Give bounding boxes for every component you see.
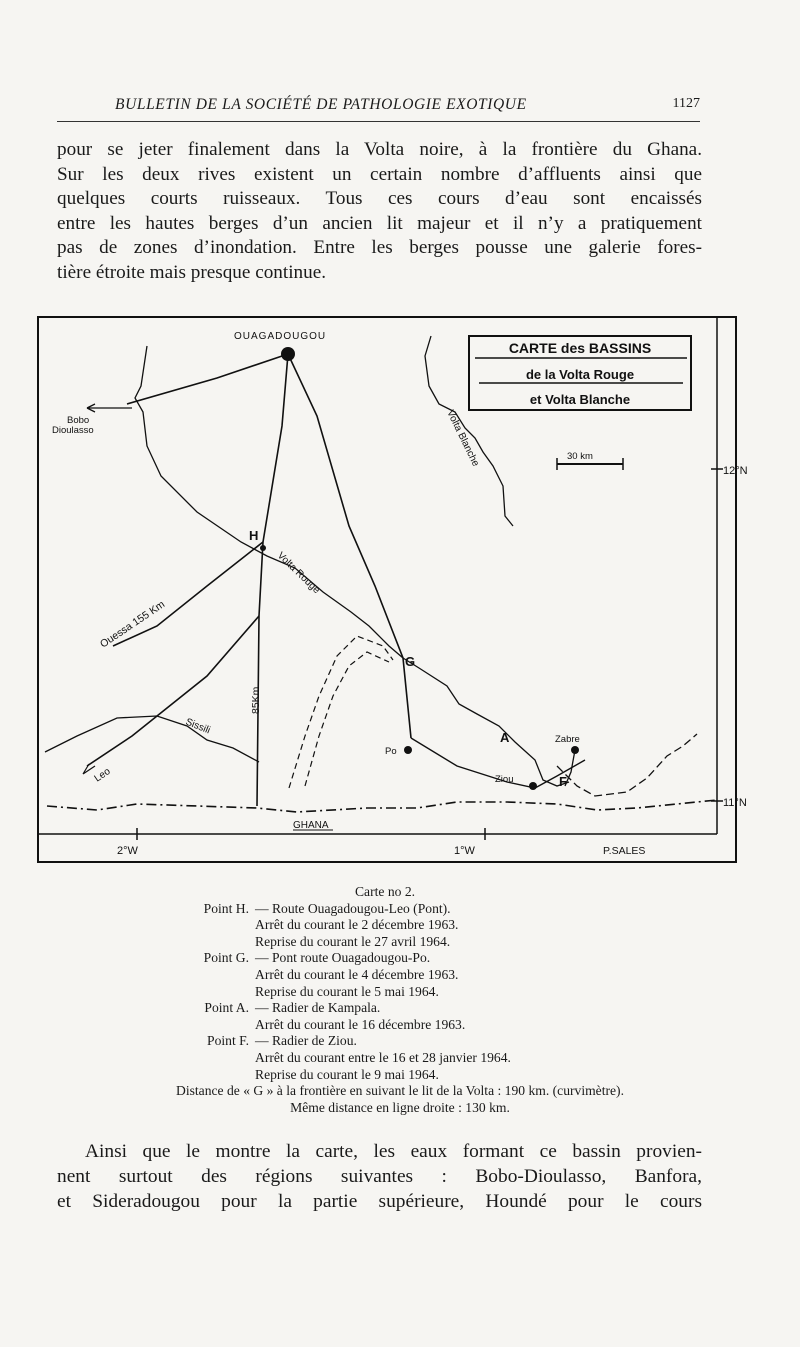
text-line: pas de zones d’inondation. Entre les berges pousse une galerie fores- — [57, 237, 702, 259]
dashed-tributary — [305, 652, 389, 786]
road-label-ouessa: Ouessa 155 Km — [97, 598, 168, 651]
entry-line: — Radier de Ziou. — [255, 1033, 357, 1049]
lat11-label: 11°N — [723, 797, 747, 809]
map-title-line1: CARTE des BASSINS — [508, 340, 652, 356]
map-figure — [37, 316, 748, 864]
entry-line: — Radier de Kampala. — [255, 1000, 381, 1016]
running-header — [115, 96, 700, 120]
road-label-leo: Leo — [92, 766, 113, 785]
entry-line: — Pont route Ouagadougou-Po. — [255, 950, 431, 966]
ghana-border — [47, 800, 717, 812]
caption-entry — [40, 1033, 760, 1083]
road-label-85km: 85Km — [250, 686, 262, 714]
entry-point: Point G. — [203, 950, 249, 966]
town-po-marker — [404, 746, 412, 754]
paragraph-top — [57, 138, 702, 286]
town-ziou-marker — [529, 782, 537, 790]
river-label-volta-rouge: Volta Rouge — [274, 550, 322, 597]
point-f-label: F — [559, 774, 567, 789]
text-line: tière étroite mais presque continue. — [57, 261, 327, 283]
distance-note: Même distance en ligne droite : 130 km. — [290, 1099, 510, 1115]
town-po-label: Po — [385, 746, 397, 757]
entry-line: Reprise du courant le 9 mai 1964. — [255, 1066, 439, 1082]
river-sissili — [45, 716, 259, 762]
caption-title: Carte no 2. — [354, 884, 416, 899]
point-h-label: H — [249, 528, 259, 543]
entry-line: Reprise du courant le 5 mai 1964. — [255, 983, 439, 999]
text-line: entre les hautes berges d’un ancien lit majeur et il n’y a pratiquement — [57, 212, 702, 234]
town-zabre-label: Zabre — [555, 734, 580, 745]
road-to-po — [288, 354, 411, 738]
entry-point: Point A. — [204, 1000, 249, 1016]
text-line: quelques courts ruisseaux. Tous ces cours d’eau sont encaissés — [57, 188, 702, 210]
entry-line: Reprise du courant le 27 avril 1964. — [255, 933, 451, 949]
lon2-label: 2°W — [117, 845, 138, 857]
header-rule — [57, 121, 700, 122]
text-line: Ainsi que le montre la carte, les eaux formant ce bassin provien- — [85, 1141, 702, 1162]
lat12-label: 12°N — [723, 465, 748, 477]
entry-line: Arrêt du courant entre le 16 et 28 janvier 1964. — [255, 1049, 511, 1065]
page-number: 1127 — [672, 96, 700, 111]
town-ziou-label: Ziou — [495, 774, 514, 785]
entry-point: Point F. — [207, 1033, 249, 1049]
paragraph-bottom — [57, 1140, 702, 1214]
point-h-marker — [260, 545, 266, 551]
entry-line: Arrêt du courant le 4 décembre 1963. — [255, 966, 459, 982]
caption-entry — [40, 950, 760, 1000]
bobo-label-1: Bobo — [67, 415, 90, 426]
dashed-tributary — [289, 636, 393, 788]
point-a-label: A — [500, 730, 510, 745]
lon1-label: 1°W — [454, 845, 475, 857]
journal-title: BULLETIN DE LA SOCIÉTÉ DE PATHOLOGIE EXOTIQUE — [115, 96, 527, 113]
river-label-volta-blanche: Volta Blanche — [444, 408, 482, 469]
caption-entry — [40, 1000, 760, 1033]
ghana-label: GHANA — [293, 820, 329, 831]
city-ouagadougou-label: OUAGADOUGOU — [234, 331, 327, 342]
text-line: pour se jeter finalement dans la Volta noire, à la frontière du Ghana. — [57, 139, 702, 160]
river-volta-blanche-lower — [403, 658, 569, 786]
road-ouessa — [113, 542, 263, 646]
text-line: nent surtout des régions suivantes : Bobo-Dioulasso, Banfora, — [57, 1165, 702, 1187]
map-caption — [40, 884, 760, 1116]
caption-entry — [40, 901, 760, 951]
entry-line: Arrêt du courant le 2 décembre 1963. — [255, 917, 459, 933]
distance-note: Distance de « G » à la frontière en suivant le lit de la Volta : 190 km. (curvimètre). — [176, 1083, 624, 1099]
map-title-line2: de la Volta Rouge — [525, 367, 635, 382]
entry-line: — Route Ouagadougou-Leo (Pont). — [255, 900, 451, 916]
road-to-leo — [257, 354, 288, 806]
scale-label: 30 km — [567, 451, 593, 462]
river-label-sissili: Sissili — [183, 716, 212, 737]
entry-line: Arrêt du courant le 16 décembre 1963. — [255, 1016, 466, 1032]
text-line: et Sideradougou pour la partie supérieure, Houndé pour le cours — [57, 1190, 702, 1212]
map-title-line3: et Volta Blanche — [529, 392, 631, 407]
bobo-label-2: Dioulasso — [52, 425, 94, 436]
point-g-label: G — [405, 654, 416, 669]
entry-point: Point H. — [203, 900, 249, 916]
road-to-bobo — [127, 354, 288, 404]
author-credit: P.SALES — [603, 845, 646, 857]
text-line: Sur les deux rives existent un certain nombre d’affluents ainsi que — [57, 163, 702, 185]
